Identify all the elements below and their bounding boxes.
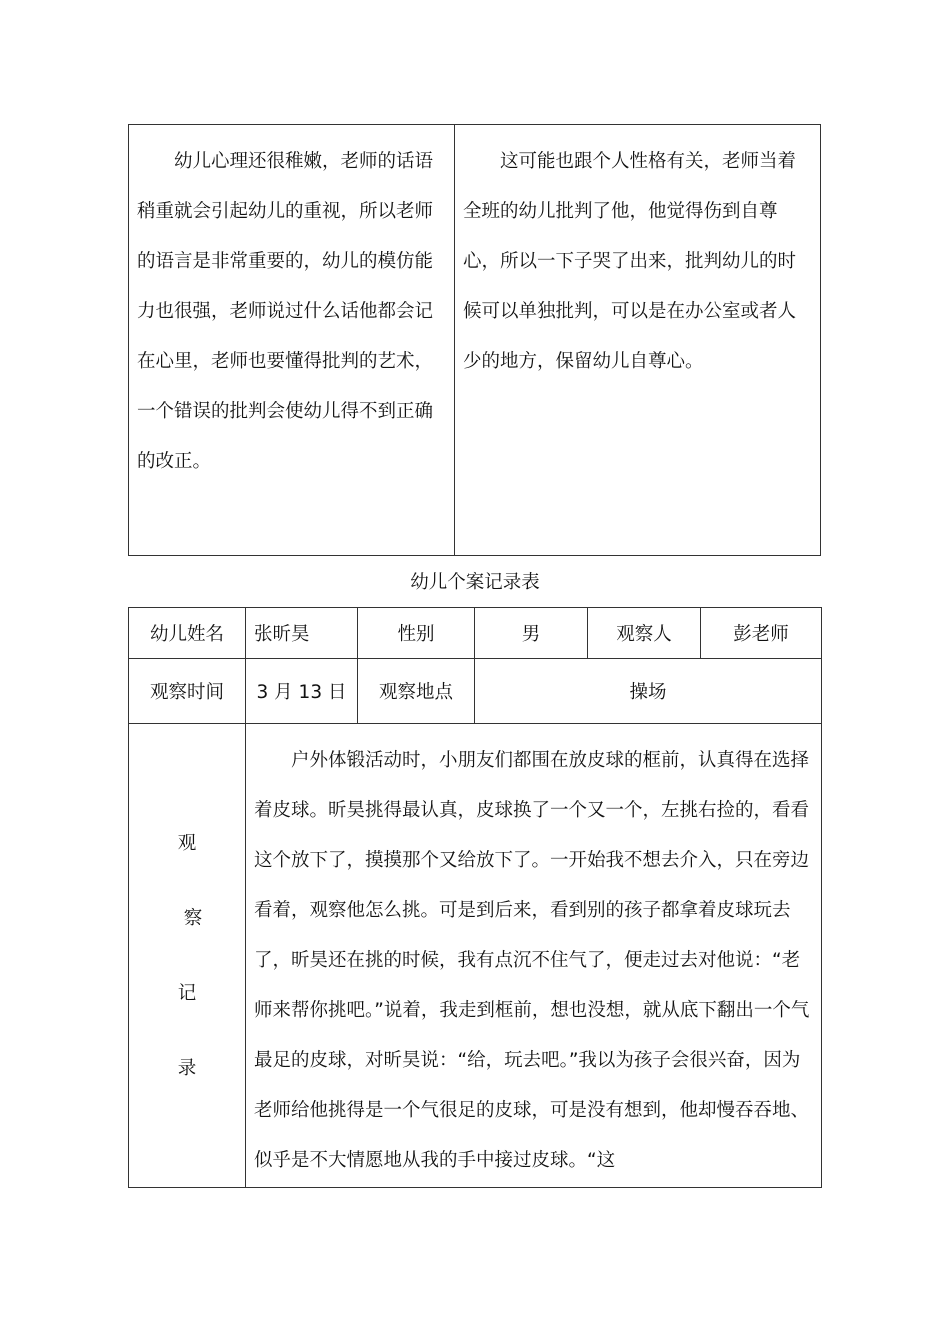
record-label-char: 察 [183, 907, 203, 929]
reflection-left-cell [129, 125, 455, 555]
gender-label: 性别 [358, 608, 475, 659]
case-record-table [128, 607, 822, 1188]
record-label-char: 录 [177, 1057, 197, 1079]
time-label: 观察时间 [129, 659, 246, 724]
table-row [129, 659, 822, 724]
table-row [129, 724, 822, 1188]
child-name-value: 张昕昊 [246, 608, 358, 659]
reflection-table [128, 124, 821, 556]
reflection-right-cell [455, 125, 820, 555]
time-value: 3 月 13 日 [246, 659, 358, 724]
place-label: 观察地点 [358, 659, 475, 724]
observation-record-cell [246, 724, 822, 1188]
table-row [129, 608, 822, 659]
record-label [129, 724, 246, 1188]
observer-value: 彭老师 [701, 608, 822, 659]
reflection-right-text: 这可能也跟个人性格有关，老师当着全班的幼儿批判了他，他觉得伤到自尊心，所以一下子哭了出来，批判幼儿的时候可以单独批判，可以是在办公室或者人少的地方，保留幼儿自尊心。 [463, 151, 797, 372]
record-label-char: 记 [177, 982, 197, 1004]
gender-value: 男 [475, 608, 588, 659]
observation-record-text: 户外体锻活动时，小朋友们都围在放皮球的框前，认真得在选择着皮球。昕昊挑得最认真，皮球换了一个又一个，左挑右捡的，看看这个放下了，摸摸那个又给放下了。一开始我不想去介入，只在旁边看着，观察他怎么挑。可是到后来，看到别的孩子都拿着皮球玩去了，昕昊还在挑的时候，我有点沉不住气了，便走过去对他说：“老师来帮你挑吧。”说着，我走到框前，想也没想，就从底下翻出一个气最足的皮球，对昕昊说：“给，玩去吧。”我以为孩子会很兴奋，因为老师给他挑得是一个气很足的皮球，可是没有想到，他却慢吞吞地、似乎是不大情愿地从我的手中接过皮球。“这 [254, 750, 810, 1171]
table-caption: 幼儿个案记录表 [410, 572, 540, 593]
reflection-left-text: 幼儿心理还很稚嫩，老师的话语稍重就会引起幼儿的重视，所以老师的语言是非常重要的，幼儿的模仿能力也很强，老师说过什么话他都会记在心里，老师也要懂得批判的艺术，一个错误的批判会使幼儿得不到正确的改正。 [137, 151, 434, 472]
child-name-label: 幼儿姓名 [129, 608, 246, 659]
place-value: 操场 [475, 659, 822, 724]
observer-label: 观察人 [588, 608, 701, 659]
record-label-char: 观 [177, 832, 197, 854]
